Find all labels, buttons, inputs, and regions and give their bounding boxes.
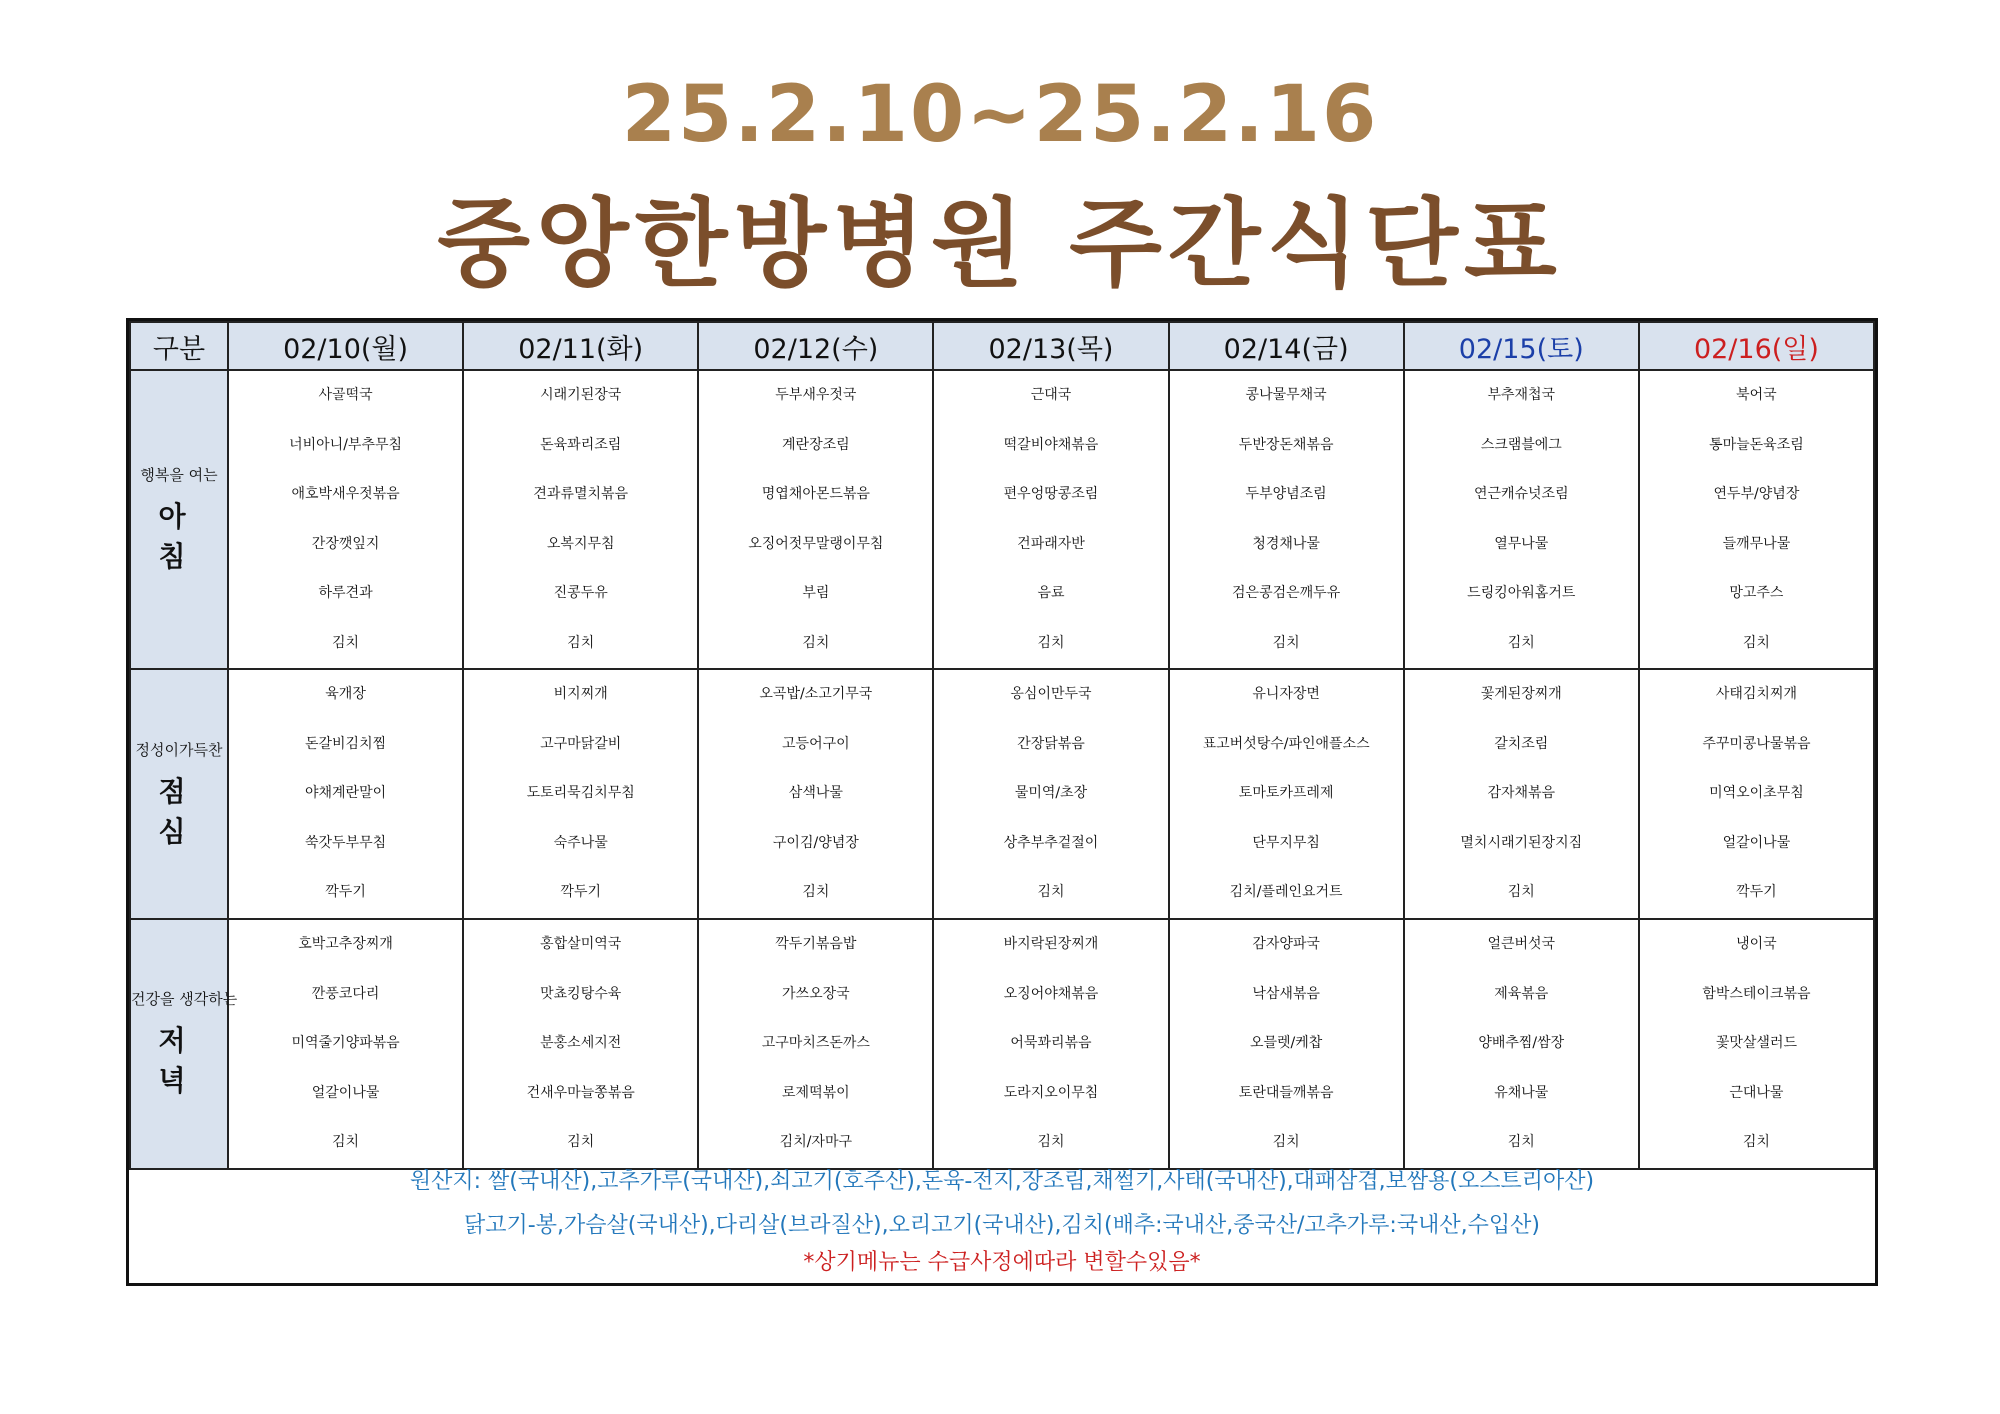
breakfast-cell bbox=[1639, 370, 1874, 669]
menu-item: 단무지무침 bbox=[1252, 834, 1320, 851]
menu-item: 김치 bbox=[1272, 1134, 1300, 1150]
menu-item: 김치/플레인요거트 bbox=[1229, 884, 1343, 900]
menu-item: 주꾸미콩나물볶음 bbox=[1702, 735, 1811, 752]
menu-item: 계란장조림 bbox=[782, 436, 850, 453]
menu-item: 유채나물 bbox=[1494, 1084, 1549, 1101]
menu-table-container bbox=[126, 318, 1878, 1286]
menu-item: 통마늘돈육조림 bbox=[1709, 436, 1804, 453]
menu-item: 물미역/초장 bbox=[1014, 785, 1088, 801]
menu-item: 편우엉땅콩조림 bbox=[1003, 486, 1099, 502]
page-title: 중앙한방병원 주간식단표 bbox=[437, 188, 1563, 300]
menu-item: 돈갈비김치찜 bbox=[304, 735, 387, 752]
menu-item: 돈육꽈리조림 bbox=[540, 436, 622, 453]
menu-item: 비지찌개 bbox=[553, 686, 608, 702]
day-header-tue: 02/11(화) bbox=[463, 322, 698, 370]
menu-item: 삼색나물 bbox=[788, 785, 843, 801]
menu-item: 명엽채아몬드볶음 bbox=[761, 486, 870, 502]
notes-section bbox=[129, 1160, 1875, 1278]
menu-item: 김치 bbox=[802, 884, 830, 900]
day-header-wed: 02/12(수) bbox=[698, 322, 933, 370]
menu-item: 맛쵸킹탕수육 bbox=[540, 985, 622, 1002]
menu-item: 오징어야채볶음 bbox=[1003, 985, 1099, 1002]
menu-item: 표고버섯탕수/파인애플소스 bbox=[1202, 735, 1370, 752]
lunch-cell bbox=[463, 669, 698, 919]
menu-item: 음료 bbox=[1037, 585, 1065, 601]
menu-item: 김치 bbox=[1037, 884, 1065, 900]
menu-item: 구이김/양념장 bbox=[772, 834, 859, 851]
menu-item: 간장닭볶음 bbox=[1017, 735, 1085, 752]
day-header-mon: 02/10(월) bbox=[228, 322, 463, 370]
menu-item: 홍합살미역국 bbox=[540, 936, 622, 952]
day-header-fri: 02/14(금) bbox=[1169, 322, 1404, 370]
breakfast-cell bbox=[228, 370, 463, 669]
menu-item: 부추재첩국 bbox=[1487, 387, 1556, 403]
lunch-cell bbox=[228, 669, 463, 919]
dinner-cell bbox=[1404, 919, 1639, 1169]
menu-item: 사골떡국 bbox=[318, 387, 373, 403]
menu-item: 깐풍코다리 bbox=[311, 985, 380, 1002]
breakfast-cell bbox=[933, 370, 1168, 669]
menu-item: 양배추찜/쌈장 bbox=[1478, 1035, 1565, 1051]
dinner-cell bbox=[698, 919, 933, 1169]
menu-item: 사태김치찌개 bbox=[1715, 686, 1797, 702]
menu-item: 진콩두유 bbox=[553, 585, 608, 601]
menu-item: 고구마치즈돈까스 bbox=[761, 1035, 870, 1051]
menu-item: 야채계란말이 bbox=[304, 785, 387, 801]
menu-item: 멸치시래기된장지짐 bbox=[1460, 834, 1583, 851]
menu-item: 검은콩검은깨두유 bbox=[1232, 585, 1341, 601]
dinner-label-cell bbox=[130, 919, 238, 1169]
menu-item: 김치 bbox=[1037, 1134, 1065, 1150]
menu-item: 얼갈이나물 bbox=[311, 1084, 380, 1101]
menu-item: 호박고추장찌개 bbox=[298, 936, 393, 952]
menu-item: 김치 bbox=[1507, 884, 1535, 900]
day-header-sun: 02/16(일) bbox=[1639, 322, 1874, 370]
menu-item: 오징어젓무말랭이무침 bbox=[748, 535, 884, 552]
dinner-label: 저 녁 bbox=[158, 1024, 200, 1098]
menu-item: 두부양념조림 bbox=[1245, 486, 1327, 502]
menu-item: 건파래자반 bbox=[1017, 535, 1085, 552]
menu-item: 얼갈이나물 bbox=[1722, 834, 1791, 851]
menu-item: 로제떡볶이 bbox=[782, 1084, 850, 1101]
menu-item: 고등어구이 bbox=[782, 735, 850, 752]
dinner-subtitle: 건강을 생각하는 bbox=[131, 990, 238, 1009]
day-header-sat: 02/15(토) bbox=[1404, 322, 1639, 370]
lunch-cell bbox=[1404, 669, 1639, 919]
menu-item: 깍두기 bbox=[1736, 884, 1777, 900]
menu-item: 김치/자마구 bbox=[779, 1134, 853, 1150]
menu-item: 열무나물 bbox=[1494, 535, 1549, 552]
origin-note-line-1: 원산지: 쌀(국내산),고추가루(국내산),쇠고기(호주산),돈육-전지,장조림,채썰기,사태(국내산),대패삼겹,보쌈용(오스트리아산) bbox=[409, 1169, 1595, 1194]
menu-item: 견과류멸치볶음 bbox=[533, 486, 629, 502]
menu-item: 청경채나물 bbox=[1252, 535, 1320, 552]
breakfast-subtitle: 행복을 여는 bbox=[140, 466, 218, 484]
lunch-cell bbox=[1639, 669, 1874, 919]
menu-item: 토란대들깨볶음 bbox=[1238, 1084, 1334, 1101]
menu-item: 망고주스 bbox=[1729, 585, 1784, 601]
dinner-cell bbox=[228, 919, 463, 1169]
category-header: 구분 bbox=[130, 322, 228, 370]
lunch-cell bbox=[1169, 669, 1404, 919]
menu-item: 시래기된장국 bbox=[540, 387, 622, 403]
menu-item: 얼큰버섯국 bbox=[1487, 936, 1556, 952]
menu-item: 가쓰오장국 bbox=[782, 985, 850, 1002]
menu-item: 김치 bbox=[1742, 634, 1770, 651]
menu-item: 도라지오이무침 bbox=[1003, 1084, 1099, 1101]
menu-item: 오믈렛/케찹 bbox=[1249, 1035, 1323, 1051]
menu-item: 두부새우젓국 bbox=[775, 387, 857, 403]
menu-item: 미역오이초무침 bbox=[1709, 785, 1804, 801]
breakfast-row bbox=[130, 370, 1874, 669]
menu-item: 숙주나물 bbox=[553, 834, 608, 851]
menu-item: 꽃게된장찌개 bbox=[1480, 686, 1562, 702]
menu-item: 갈치조림 bbox=[1494, 735, 1549, 752]
menu-item: 토마토카프레제 bbox=[1238, 785, 1334, 801]
menu-item: 미역줄기양파볶음 bbox=[291, 1035, 400, 1051]
menu-item: 근대나물 bbox=[1729, 1084, 1784, 1101]
breakfast-label-cell bbox=[130, 370, 228, 669]
menu-item: 바지락된장찌개 bbox=[1003, 936, 1099, 952]
lunch-label-cell bbox=[130, 669, 228, 919]
menu-item: 김치 bbox=[802, 634, 830, 651]
menu-item: 깍두기 bbox=[325, 884, 366, 900]
menu-item: 간장깻잎지 bbox=[311, 535, 380, 552]
menu-item: 김치 bbox=[567, 634, 595, 651]
dinner-cell bbox=[1639, 919, 1874, 1169]
menu-item: 상추부추겉절이 bbox=[1003, 834, 1099, 851]
menu-item: 드링킹아워홈거트 bbox=[1467, 585, 1576, 601]
menu-item: 육개장 bbox=[325, 686, 366, 702]
date-range-title: 25.2.10~25.2.16 bbox=[621, 70, 1379, 160]
breakfast-cell bbox=[1169, 370, 1404, 669]
menu-item: 김치 bbox=[567, 1134, 595, 1150]
lunch-label: 점 심 bbox=[158, 774, 200, 848]
dinner-cell bbox=[933, 919, 1168, 1169]
menu-item: 근대국 bbox=[1030, 387, 1072, 403]
menu-item: 김치 bbox=[1507, 1134, 1535, 1150]
menu-item: 김치 bbox=[1742, 1134, 1770, 1150]
origin-note-line-2: 닭고기-봉,가슴살(국내산),다리살(브라질산),오리고기(국내산),김치(배추:국내산,중국산/고추가루:국내산,수입산) bbox=[464, 1213, 1540, 1238]
menu-item: 북어국 bbox=[1736, 387, 1777, 403]
lunch-row bbox=[130, 669, 1874, 919]
lunch-cell bbox=[698, 669, 933, 919]
menu-item: 콩나물무채국 bbox=[1245, 387, 1327, 403]
breakfast-cell bbox=[463, 370, 698, 669]
menu-item: 분홍소세지전 bbox=[540, 1035, 622, 1051]
menu-item: 오곡밥/소고기무국 bbox=[759, 686, 873, 702]
dinner-row bbox=[130, 919, 1874, 1169]
lunch-subtitle: 정성이가득찬 bbox=[135, 740, 223, 759]
menu-item: 부림 bbox=[802, 585, 830, 601]
menu-item: 떡갈비야채볶음 bbox=[1003, 436, 1099, 453]
menu-item: 쑥갓두부무침 bbox=[304, 834, 387, 851]
breakfast-label: 아 침 bbox=[158, 500, 200, 573]
menu-item: 감자채볶음 bbox=[1487, 785, 1556, 801]
menu-item: 꽃맛살샐러드 bbox=[1715, 1035, 1797, 1051]
menu-item: 애호박새우젓볶음 bbox=[291, 486, 400, 502]
menu-item: 들깨무나물 bbox=[1722, 535, 1791, 552]
day-header-thu: 02/13(목) bbox=[933, 322, 1168, 370]
menu-item: 김치 bbox=[1507, 634, 1535, 651]
menu-item: 낙삼새볶음 bbox=[1252, 985, 1320, 1002]
menu-item: 김치 bbox=[1037, 634, 1065, 651]
menu-item: 건새우마늘쫑볶음 bbox=[526, 1084, 635, 1101]
menu-item: 깍두기 bbox=[560, 884, 601, 900]
dinner-cell bbox=[1169, 919, 1404, 1169]
menu-item: 연근캐슈넛조림 bbox=[1473, 486, 1569, 502]
breakfast-cell bbox=[698, 370, 933, 669]
menu-item: 김치 bbox=[332, 1134, 360, 1150]
breakfast-cell bbox=[1404, 370, 1639, 669]
menu-item: 유니자장면 bbox=[1252, 686, 1320, 702]
menu-item: 함박스테이크볶음 bbox=[1702, 985, 1811, 1002]
menu-item: 고구마닭갈비 bbox=[540, 735, 622, 752]
menu-item: 하루견과 bbox=[318, 585, 373, 601]
lunch-cell bbox=[933, 669, 1168, 919]
menu-item: 오복지무침 bbox=[546, 535, 615, 552]
menu-item: 너비아니/부추무침 bbox=[289, 436, 403, 453]
menu-item: 옹심이만두국 bbox=[1010, 686, 1092, 702]
menu-item: 도토리묵김치무침 bbox=[526, 785, 635, 801]
menu-item: 감자양파국 bbox=[1252, 936, 1320, 952]
menu-item: 김치 bbox=[1272, 634, 1300, 651]
menu-item: 연두부/양념장 bbox=[1713, 486, 1800, 502]
menu-item: 깍두기볶음밥 bbox=[775, 936, 857, 952]
menu-item: 김치 bbox=[332, 634, 360, 651]
day-header-row bbox=[130, 322, 1874, 370]
menu-item: 냉이국 bbox=[1736, 936, 1777, 952]
dinner-cell bbox=[463, 919, 698, 1169]
menu-item: 제육볶음 bbox=[1494, 985, 1549, 1002]
menu-item: 스크램블에그 bbox=[1480, 436, 1562, 453]
menu-change-warning: *상기메뉴는 수급사정에따라 변할수있음* bbox=[803, 1250, 1201, 1275]
menu-item: 어묵꽈리볶음 bbox=[1010, 1035, 1092, 1051]
weekly-menu-table bbox=[129, 321, 1875, 1170]
menu-item: 두반장돈채볶음 bbox=[1238, 436, 1334, 453]
